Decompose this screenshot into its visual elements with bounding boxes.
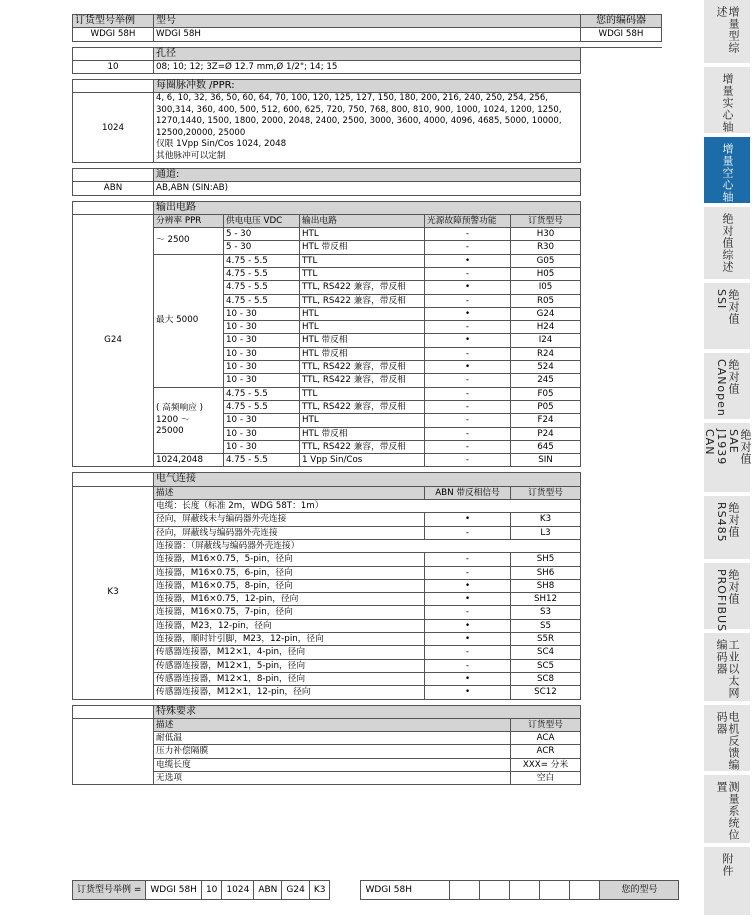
special-code — [73, 718, 154, 784]
bottom-your-slot-5[interactable] — [570, 881, 600, 900]
side-tab-label: 测量系统位置 — [715, 781, 740, 841]
output-circuit: HTL 带反相 — [300, 347, 425, 360]
side-tab-label: 增量实心轴 — [721, 73, 734, 133]
output-circuit: TTL — [300, 254, 425, 267]
electrical-desc: 连接器，M16×0.75，12-pin，径向 — [154, 593, 425, 606]
electrical-abn: - — [425, 553, 511, 566]
electrical-order-code: SH6 — [511, 566, 581, 579]
electrical-order-code: SC4 — [511, 646, 581, 659]
electrical-abn: • — [425, 619, 511, 632]
electrical-desc: 连接器，M16×0.75，8-pin，径向 — [154, 579, 425, 592]
bore-title: 孔径 — [154, 47, 581, 60]
output-order-code: G05 — [511, 254, 581, 267]
special-order-code: XXX= 分米 — [511, 758, 581, 771]
side-tab[interactable] — [704, 847, 750, 919]
output-col-circuit: 输出电路 — [300, 214, 425, 227]
output-order-code: P05 — [511, 400, 581, 413]
output-warning: - — [425, 400, 511, 413]
electrical-row — [73, 566, 662, 579]
output-circuit: TTL — [300, 268, 425, 281]
electrical-order-code: S3 — [511, 606, 581, 619]
output-circuit: TTL, RS422 兼容，带反相 — [300, 361, 425, 374]
electrical-abn: - — [425, 606, 511, 619]
electrical-title: 电气连接 — [154, 473, 581, 486]
electrical-order-code: SC5 — [511, 659, 581, 672]
output-warning: - — [425, 440, 511, 453]
output-circuit: 1 Vpp Sin/Cos — [300, 454, 425, 467]
output-order-code: 245 — [511, 374, 581, 387]
output-warning: - — [425, 454, 511, 467]
side-tab-label: 工业以太网编码器 — [715, 639, 740, 699]
output-voltage: 10 - 30 — [224, 334, 300, 347]
ppr-title-row — [73, 80, 662, 93]
output-order-code: R05 — [511, 294, 581, 307]
side-tab-label: 绝对值 CANopen — [715, 359, 740, 417]
bottom-your-slot-2[interactable] — [480, 881, 510, 900]
electrical-header-row — [73, 486, 662, 499]
electrical-order-code: S5R — [511, 633, 581, 646]
electrical-abn: - — [425, 659, 511, 672]
electrical-row — [73, 646, 662, 659]
output-voltage: 4.75 - 5.5 — [224, 268, 300, 281]
header-example-label: 订货型号举例 — [73, 15, 154, 28]
bottom-order-example — [72, 880, 679, 900]
output-col-voltage: 供电电压 VDC — [224, 214, 300, 227]
bottom-part-ppr: 1024 — [222, 881, 254, 900]
output-row — [73, 228, 662, 241]
ppr-title: 每圈脉冲数 /PPR: — [154, 80, 581, 93]
output-warning: - — [425, 241, 511, 254]
bottom-part-bore: 10 — [201, 881, 221, 900]
output-warning: • — [425, 307, 511, 320]
output-col-order: 订货型号 — [511, 214, 581, 227]
output-circuit: HTL 带反相 — [300, 334, 425, 347]
output-circuit: HTL — [300, 307, 425, 320]
electrical-title-row — [73, 473, 662, 486]
output-voltage: 10 - 30 — [224, 347, 300, 360]
side-tab[interactable] — [704, 0, 750, 67]
output-order-code: H05 — [511, 268, 581, 281]
output-ppr-group: 1024,2048 — [154, 454, 224, 467]
special-order-code: 空白 — [511, 771, 581, 784]
electrical-desc: 连接器，顺时针引脚，M23，12-pin，径向 — [154, 633, 425, 646]
electrical-col-desc: 描述 — [154, 486, 425, 499]
output-circuit: HTL 带反相 — [300, 427, 425, 440]
output-ppr-group-line: ( 高频响应 ) — [156, 403, 204, 414]
electrical-row — [73, 606, 662, 619]
header-your-encoder-label: 您的编码器 — [581, 15, 662, 28]
side-tab[interactable] — [704, 137, 750, 207]
output-ppr-group-line: 25000 — [156, 426, 184, 437]
header-model-label: 型号 — [154, 15, 581, 28]
special-desc: 无选项 — [154, 771, 511, 784]
special-title-row — [73, 705, 662, 718]
output-code: G24 — [73, 214, 154, 467]
output-voltage: 10 - 30 — [224, 307, 300, 320]
electrical-col-order: 订货型号 — [511, 486, 581, 499]
electrical-row — [73, 672, 662, 685]
electrical-abn: • — [425, 633, 511, 646]
special-col-desc: 描述 — [154, 718, 511, 731]
bore-code: 10 — [73, 60, 154, 73]
channel-row — [73, 182, 662, 195]
electrical-abn: - — [425, 566, 511, 579]
output-order-code: I24 — [511, 334, 581, 347]
electrical-desc: 传感器连接器，M12×1，8-pin，径向 — [154, 672, 425, 685]
electrical-order-code: SH12 — [511, 593, 581, 606]
output-circuit: TTL, RS422 兼容，带反相 — [300, 440, 425, 453]
side-tab-label: 绝对值 PROFIBUS — [715, 569, 740, 633]
special-order-code: ACR — [511, 745, 581, 758]
output-order-code: 524 — [511, 361, 581, 374]
side-tab-label: 绝对值 SAE J1939 CAN — [703, 429, 752, 466]
electrical-desc: 连接器，M16×0.75，7-pin，径向 — [154, 606, 425, 619]
output-title-row — [73, 201, 662, 214]
order-table-wrapper — [72, 14, 661, 785]
output-warning: - — [425, 347, 511, 360]
bottom-part-connection: K3 — [309, 881, 330, 900]
special-row — [73, 771, 662, 784]
output-voltage: 4.75 - 5.5 — [224, 454, 300, 467]
output-col-ppr: 分辨率 PPR — [154, 214, 224, 227]
bottom-part-model: WDGI 58H — [146, 881, 202, 900]
electrical-row — [73, 526, 662, 539]
side-tab-label: 增量空心轴 — [721, 143, 734, 203]
output-circuit: TTL, RS422 兼容，带反相 — [300, 374, 425, 387]
bottom-part-output: G24 — [282, 881, 309, 900]
header-row — [73, 15, 662, 28]
output-warning: - — [425, 387, 511, 400]
output-order-code: SIN — [511, 454, 581, 467]
output-voltage: 10 - 30 — [224, 427, 300, 440]
side-tab[interactable] — [704, 67, 750, 137]
header-value-row — [73, 28, 662, 41]
electrical-desc: 径向，屏蔽线未与编码器外壳连接 — [154, 513, 425, 526]
output-order-code: I05 — [511, 281, 581, 294]
output-title: 输出电路 — [154, 201, 581, 214]
electrical-order-code: S5 — [511, 619, 581, 632]
output-col-warning: 光源故障预警功能 — [425, 214, 511, 227]
output-order-code: P24 — [511, 427, 581, 440]
output-order-code: H30 — [511, 228, 581, 241]
output-warning: - — [425, 427, 511, 440]
electrical-col-abn: ABN 带反相信号 — [425, 486, 511, 499]
output-circuit: TTL, RS422 兼容，带反相 — [300, 281, 425, 294]
side-tab-label: 绝对值 SSI — [715, 289, 740, 325]
electrical-order-code: SH5 — [511, 553, 581, 566]
special-header-row — [73, 718, 662, 731]
output-voltage: 10 - 30 — [224, 374, 300, 387]
electrical-cable-label: 电缆：长度（标准 2m，WDG 58T：1m） — [154, 500, 581, 513]
output-warning: - — [425, 228, 511, 241]
header-your-encoder-value: WDGI 58H — [581, 28, 662, 41]
output-ppr-group-line: 1200 ～ — [156, 414, 190, 425]
bore-row — [73, 60, 662, 73]
side-tab[interactable] — [704, 775, 750, 847]
output-voltage: 5 - 30 — [224, 228, 300, 241]
output-warning: - — [425, 268, 511, 281]
electrical-abn: • — [425, 672, 511, 685]
output-voltage: 4.75 - 5.5 — [224, 281, 300, 294]
bottom-your-slot-1[interactable] — [450, 881, 480, 900]
electrical-desc: 连接器，M16×0.75，6-pin，径向 — [154, 566, 425, 579]
electrical-row — [73, 619, 662, 632]
side-tab-label: 增量型综述 — [715, 6, 740, 54]
ppr-options — [154, 93, 581, 162]
bore-options: 08; 10; 12; 3Z=Ø 12.7 mm,Ø 1/2"; 14; 15 — [154, 60, 581, 73]
header-model-value: WDGI 58H — [154, 28, 581, 41]
output-voltage: 10 - 30 — [224, 414, 300, 427]
output-order-code: R24 — [511, 347, 581, 360]
output-circuit: TTL, RS422 兼容，带反相 — [300, 294, 425, 307]
bottom-order-table — [72, 880, 679, 900]
special-title: 特殊要求 — [154, 705, 581, 718]
side-tab[interactable] — [704, 207, 750, 283]
electrical-connector-row — [73, 539, 662, 552]
output-voltage: 4.75 - 5.5 — [224, 400, 300, 413]
side-tab[interactable] — [704, 563, 750, 633]
order-code-table — [72, 14, 662, 785]
electrical-order-code: SH8 — [511, 579, 581, 592]
ppr-values: 4, 6, 10, 32, 36, 50, 60, 64, 70, 100, 120, 125, 127, 150, 180, 200, 216, 240, 250, 254, 256, 300,314, 360, 400, 500, 512, 600, 625, 720, 750, 768, 800, 810, 900, 1000, 1024, 1200, 1250, 1270,1440, 1500, 1800, 2000, 2048, 2400, 2500, 3000, 3600, 4000, 4096, 4685, 5000, 10000, 12500,20000, 25000 — [156, 93, 562, 138]
output-order-code: F24 — [511, 414, 581, 427]
special-col-order: 订货型号 — [511, 718, 581, 731]
electrical-code: K3 — [73, 486, 154, 699]
electrical-desc: 传感器连接器，M12×1，5-pin，径向 — [154, 659, 425, 672]
bottom-part-channel: ABN — [254, 881, 282, 900]
header-example-value: WDGI 58H — [73, 28, 154, 41]
output-voltage: 10 - 30 — [224, 321, 300, 334]
ppr-row — [73, 93, 662, 162]
output-row — [73, 454, 662, 467]
electrical-desc: 径向，屏蔽线与编码器外壳连接 — [154, 526, 425, 539]
ppr-sincos-note: 仅限 1Vpp Sin/Cos 1024, 2048 — [156, 139, 287, 150]
special-order-code: ACA — [511, 732, 581, 745]
side-tab[interactable] — [704, 423, 750, 496]
channel-options: AB,ABN (SIN:AB) — [154, 182, 581, 195]
output-warning: - — [425, 414, 511, 427]
output-voltage: 5 - 30 — [224, 241, 300, 254]
electrical-desc: 传感器连接器，M12×1，12-pin，径向 — [154, 686, 425, 699]
electrical-desc: 传感器连接器，M12×1，4-pin，径向 — [154, 646, 425, 659]
output-warning: • — [425, 334, 511, 347]
electrical-row — [73, 579, 662, 592]
electrical-row — [73, 513, 662, 526]
electrical-abn: • — [425, 686, 511, 699]
channel-title: 通道: — [154, 168, 581, 181]
electrical-abn: - — [425, 526, 511, 539]
electrical-row — [73, 659, 662, 672]
output-voltage: 4.75 - 5.5 — [224, 387, 300, 400]
special-desc: 电缆长度 — [154, 758, 511, 771]
special-desc: 压力补偿隔膜 — [154, 745, 511, 758]
side-tab[interactable] — [704, 633, 750, 705]
electrical-desc: 连接器，M16×0.75，5-pin，径向 — [154, 553, 425, 566]
electrical-order-code: K3 — [511, 513, 581, 526]
output-circuit: HTL — [300, 228, 425, 241]
electrical-row — [73, 553, 662, 566]
side-tab[interactable] — [704, 496, 750, 563]
electrical-abn: • — [425, 579, 511, 592]
output-order-code: R30 — [511, 241, 581, 254]
output-voltage: 10 - 30 — [224, 440, 300, 453]
electrical-cable-row — [73, 500, 662, 513]
electrical-row — [73, 686, 662, 699]
bottom-your-slot-3[interactable] — [510, 881, 540, 900]
ppr-custom-note: 其他脉冲可以定制 — [156, 150, 226, 161]
electrical-abn: • — [425, 513, 511, 526]
electrical-abn: - — [425, 646, 511, 659]
output-row — [73, 254, 662, 267]
output-warning: • — [425, 254, 511, 267]
electrical-desc: 连接器，M23，12-pin，径向 — [154, 619, 425, 632]
output-voltage: 10 - 30 — [224, 361, 300, 374]
bottom-your-prefix: WDGI 58H — [361, 881, 450, 900]
bore-title-row — [73, 47, 662, 60]
output-order-code: G24 — [511, 307, 581, 320]
electrical-connector-label: 连接器：（屏蔽线与编码器外壳连接） — [154, 539, 581, 552]
output-header-row — [73, 214, 662, 227]
electrical-order-code: L3 — [511, 526, 581, 539]
output-row — [73, 387, 662, 400]
side-tab[interactable] — [704, 705, 750, 775]
output-circuit: TTL — [300, 387, 425, 400]
output-warning: • — [425, 361, 511, 374]
bottom-your-slot-4[interactable] — [540, 881, 570, 900]
special-row — [73, 758, 662, 771]
output-ppr-group: ～ 2500 — [154, 228, 224, 255]
output-order-code: H24 — [511, 321, 581, 334]
side-tab-label: 绝对值 RS485 — [715, 502, 740, 543]
channel-code: ABN — [73, 182, 154, 195]
side-tab[interactable] — [704, 353, 750, 423]
side-tab-label: 附件 — [721, 853, 734, 877]
output-circuit: HTL — [300, 414, 425, 427]
electrical-abn: • — [425, 593, 511, 606]
ppr-code: 1024 — [73, 93, 154, 162]
output-ppr-group: 最大 5000 — [154, 254, 224, 387]
side-tab-label: 绝对值综述 — [721, 213, 734, 273]
output-circuit: HTL 带反相 — [300, 241, 425, 254]
bottom-example-label: 订货型号举例 = — [73, 881, 146, 900]
electrical-row — [73, 633, 662, 646]
side-tab[interactable] — [704, 283, 750, 353]
output-warning: - — [425, 374, 511, 387]
output-warning: - — [425, 294, 511, 307]
side-tab-label: 电机反馈编码器 — [715, 711, 740, 771]
output-circuit: TTL, RS422 兼容，带反相 — [300, 400, 425, 413]
special-row — [73, 745, 662, 758]
electrical-order-code: SC12 — [511, 686, 581, 699]
bottom-your-model-label: 您的型号 — [600, 881, 679, 900]
electrical-order-code: SC8 — [511, 672, 581, 685]
output-warning: • — [425, 281, 511, 294]
output-voltage: 4.75 - 5.5 — [224, 294, 300, 307]
output-circuit: HTL — [300, 321, 425, 334]
channel-title-row — [73, 168, 662, 181]
output-voltage: 4.75 - 5.5 — [224, 254, 300, 267]
output-order-code: 645 — [511, 440, 581, 453]
special-row — [73, 732, 662, 745]
output-order-code: F05 — [511, 387, 581, 400]
electrical-row — [73, 593, 662, 606]
output-ppr-group — [154, 387, 224, 453]
output-warning: - — [425, 321, 511, 334]
special-desc: 耐低温 — [154, 732, 511, 745]
